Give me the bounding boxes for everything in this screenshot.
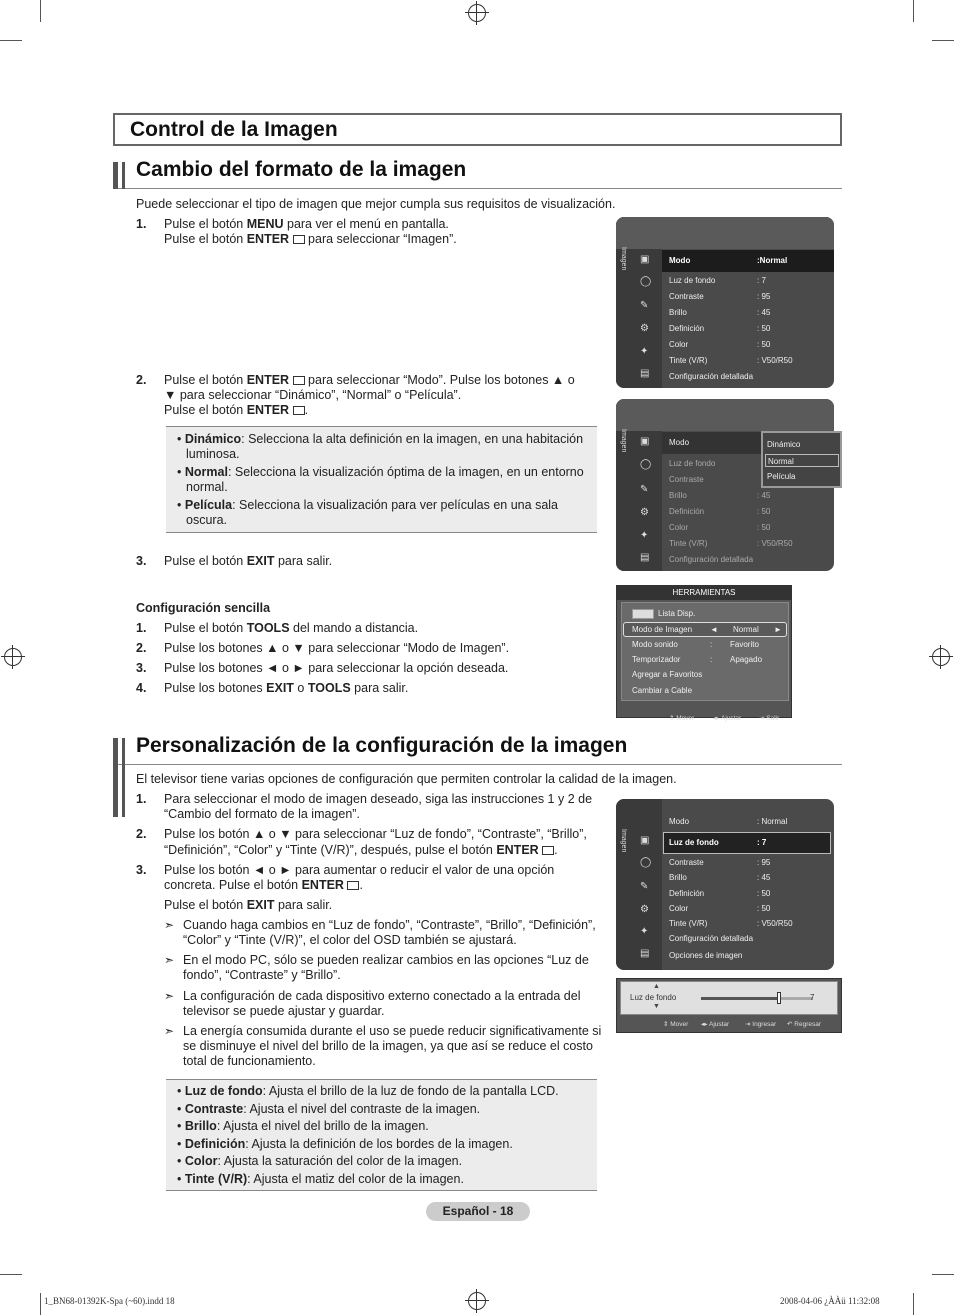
osd-side-label: Imagen xyxy=(620,429,627,453)
osd-row-label: Tinte (V/R) xyxy=(669,539,708,548)
step-text: ▼ para seleccionar “Dinámico”, “Normal” o “Película”. xyxy=(164,388,462,402)
osd-picture-settings xyxy=(616,799,834,970)
menu-icon: ⚙ xyxy=(640,904,649,915)
slider-label: Luz de fondo xyxy=(630,993,677,1002)
note-arrow-icon: ➣ xyxy=(164,989,175,1003)
step-text: Pulse los botón ▲ o ▼ para seleccionar “Luz de fondo”, “Contraste”, “Brillo”, xyxy=(164,827,587,841)
mode-popup xyxy=(761,431,842,488)
menu-icon: ✎ xyxy=(640,881,649,892)
note-text: Cuando haga cambios en “Luz de fondo”, “Contraste”, “Brillo”, “Definición”, “Color” y “Tinte (V/R)”, el color del OSD también se ajustará. xyxy=(183,918,596,947)
tools-item-value: Normal xyxy=(733,625,759,634)
popup-option[interactable]: Normal xyxy=(765,454,839,467)
menu-icon: ◯ xyxy=(640,276,652,287)
registration-mark-icon xyxy=(468,4,486,22)
osd-row-value: : 45 xyxy=(757,491,771,500)
slider-track[interactable] xyxy=(701,997,813,1000)
osd-row-label: Contraste xyxy=(669,858,704,867)
list-icon xyxy=(632,609,654,619)
osd-row-label: Configuración detallada xyxy=(669,934,754,943)
tools-item-label[interactable]: Temporizador xyxy=(632,655,681,664)
osd-row-value: : V50/R50 xyxy=(757,539,793,548)
osd-row-value: : 7 xyxy=(757,838,767,847)
menu-icon: ▣ xyxy=(640,835,650,846)
bullet-term: Tinte (V/R) xyxy=(184,1171,248,1186)
step-text: Pulse el botón TOOLS del mando a distancia. xyxy=(164,621,419,635)
osd-row-label: Brillo xyxy=(669,873,687,882)
chapter-title: Control de la Imagen xyxy=(130,118,338,141)
osd-row-value: : 95 xyxy=(757,858,771,867)
osd-row-value: : 50 xyxy=(757,904,771,913)
step-number: 3. xyxy=(136,661,147,675)
note-arrow-icon: ➣ xyxy=(164,1024,175,1038)
osd-row-label: Luz de fondo xyxy=(669,276,716,285)
menu-icon: ▤ xyxy=(640,368,650,379)
bullet-term: Contraste xyxy=(184,1101,244,1116)
step-number: 2. xyxy=(136,641,147,655)
menu-icon: ✦ xyxy=(640,346,649,357)
step-number: 2. xyxy=(136,373,147,387)
osd-row-label: Definición xyxy=(669,507,705,516)
page-number: Español - 18 xyxy=(426,1202,530,1221)
step-text: Pulse el botón ENTER . xyxy=(164,403,309,417)
intro-text: Puede seleccionar el tipo de imagen que mejor cumpla sus requisitos de visualización. xyxy=(136,197,616,211)
tools-arrow: : xyxy=(710,640,713,649)
tools-item-label[interactable]: Lista Disp. xyxy=(658,609,696,618)
bullet-item: • Tinte (V/R): Ajusta el matiz del color de la imagen. xyxy=(177,1171,464,1186)
osd-row-label: Definición xyxy=(669,324,705,333)
mode-info-box xyxy=(166,426,597,533)
menu-icon: ✎ xyxy=(640,300,649,311)
osd-row-value: : 45 xyxy=(757,873,771,882)
note-text: En el modo PC, sólo se pueden realizar cambios en las opciones “Luz de fondo”, “Contraste” y “Brillo”. xyxy=(183,953,589,982)
easy-setup-title: Configuración sencilla xyxy=(136,601,271,615)
step-text: Pulse los botones ◄ o ► para seleccionar la opción deseada. xyxy=(164,661,509,675)
step-text: Pulse el botón ENTER para seleccionar “Modo”. Pulse los botones ▲ o xyxy=(164,373,575,387)
step-text: Pulse los botones EXIT o TOOLS para salir. xyxy=(164,681,409,695)
tools-arrow: ◄ xyxy=(710,625,718,634)
enter-icon xyxy=(293,406,305,415)
osd-row-label: Configuración detallada xyxy=(669,372,754,381)
osd-row-label: Color xyxy=(669,523,689,532)
popup-option[interactable]: Película xyxy=(767,472,796,481)
popup-option[interactable]: Dinámico xyxy=(767,440,801,449)
enter-icon xyxy=(542,846,554,855)
bullet-item: • Contraste: Ajusta el nivel del contraste de la imagen. xyxy=(177,1101,481,1116)
tools-item-label[interactable]: Agregar a Favoritos xyxy=(632,670,703,679)
step-number: 4. xyxy=(136,681,147,695)
osd-row-label: Contraste xyxy=(669,475,704,484)
osd-row-label: Color xyxy=(669,340,689,349)
osd-row-label: Luz de fondo xyxy=(669,459,716,468)
bullet-text: : Ajusta el matiz del color de la imagen. xyxy=(247,1171,464,1186)
osd-row-label: Opciones de imagen xyxy=(669,951,743,960)
osd-row-label: Modo xyxy=(669,817,690,826)
osd-row-value: : Normal xyxy=(757,817,788,826)
intro-text: El televisor tiene varias opciones de configuración que permiten controlar la calidad de la imagen. xyxy=(136,772,677,786)
step-text: Pulse los botón ◄ o ► para aumentar o reducir el valor de una opción xyxy=(164,863,555,877)
settings-info-box xyxy=(166,1079,597,1191)
bullet-term: Brillo xyxy=(184,1119,217,1134)
section-title: Personalización de la configuración de la imagen xyxy=(136,734,628,757)
menu-icon: ▤ xyxy=(640,948,650,959)
enter-icon xyxy=(347,881,359,890)
step-number: 1. xyxy=(136,621,147,635)
osd-row-label: Tinte (V/R) xyxy=(669,919,708,928)
osd-row-value: : 50 xyxy=(757,340,771,349)
osd-row-label: Modo xyxy=(669,438,690,447)
bullet-term: Dinámico xyxy=(184,432,242,446)
bullet-text: : Selecciona la alta definición en la imagen, en una habitación luminosa. xyxy=(186,432,584,461)
osd-row-value: :Normal xyxy=(757,256,788,265)
osd-row-value: : 50 xyxy=(757,507,771,516)
bullet-text: : Selecciona la visualización para ver películas en una sala oscura. xyxy=(186,498,558,527)
osd-row-label: Brillo xyxy=(669,308,687,317)
bullet-item: • Brillo: Ajusta el nivel del brillo de la imagen. xyxy=(177,1119,429,1134)
menu-icon: ▣ xyxy=(640,436,650,447)
section-title-bar xyxy=(113,734,842,765)
step-text: Pulse los botones ▲ o ▼ para seleccionar “Modo de Imagen”. xyxy=(164,641,510,655)
menu-icon: ⚙ xyxy=(640,507,649,518)
note-text: La energía consumida durante el uso se puede reducir significativamente si se disminuye el nivel del brillo de la imagen, ya que así se reduce el costo total de funcionamiento. xyxy=(183,1024,602,1068)
menu-icon: ✦ xyxy=(640,530,649,541)
osd-row-label: Tinte (V/R) xyxy=(669,356,708,365)
osd-row-label: Color xyxy=(669,904,689,913)
slug-left: 1_BN68-01392K-Spa (~60).indd 18 xyxy=(44,1296,175,1306)
enter-icon xyxy=(293,376,305,385)
osd-row-value: : 95 xyxy=(757,292,771,301)
bullet-term: Luz de fondo xyxy=(184,1084,263,1098)
osd-row-label: Modo xyxy=(669,256,691,265)
step-text: “Cambio del formato de la imagen”. xyxy=(164,807,360,821)
step-number: 1. xyxy=(136,217,147,231)
step-text: concreta. Pulse el botón ENTER . xyxy=(164,878,363,892)
tools-item-value: Favorito xyxy=(730,640,759,649)
note-arrow-icon: ➣ xyxy=(164,953,175,967)
osd-side-label: Imagen xyxy=(620,829,627,853)
bullet-text: : Selecciona la visualización óptima de la imagen, en un entorno normal. xyxy=(186,465,584,494)
chapter-header xyxy=(113,113,842,146)
menu-icon: ⚙ xyxy=(640,323,649,334)
tools-arrow: : xyxy=(710,655,713,664)
osd-row-value: : 7 xyxy=(757,276,766,285)
osd-row-label: Luz de fondo xyxy=(669,838,719,847)
bullet-item: • Luz de fondo: Ajusta el brillo de la luz de fondo de la pantalla LCD. xyxy=(177,1084,559,1098)
menu-icon: ▤ xyxy=(640,552,650,563)
step-number: 2. xyxy=(136,827,147,841)
osd-row-value: : V50/R50 xyxy=(757,919,793,928)
slider-handle[interactable] xyxy=(777,992,781,1004)
tools-menu: HERRAMIENTAS Lista Disp. Modo de Imagen ◄ Normal ► Modo sonido : Favorito Temporizador : Apagado Agregar a Favoritos Cambiar a Cable ⇕ Mover ◂▸ Ajustar ⇥ Salir xyxy=(616,585,792,718)
menu-icon: ◯ xyxy=(640,459,652,470)
menu-icon: ▣ xyxy=(640,254,650,265)
step-text: Pulse el botón EXIT para salir. xyxy=(164,898,333,912)
osd-row-value: : V50/R50 xyxy=(757,356,793,365)
bullet-term: Película xyxy=(184,498,233,512)
step-text: Pulse el botón ENTER para seleccionar “Imagen”. xyxy=(164,232,457,246)
step-text: “Definición”, “Color” y “Tinte (V/R)”, después, pulse el botón ENTER . xyxy=(164,843,558,857)
bullet-item: • Dinámico: Selecciona la alta definición en la imagen, en una habitación luminosa. xyxy=(177,432,584,461)
osd-side-label: Imagen xyxy=(620,247,627,271)
bullet-item: • Normal: Selecciona la visualización óptima de la imagen, en un entorno normal. xyxy=(177,465,584,494)
bullet-text: : Ajusta el nivel del contraste de la imagen. xyxy=(243,1101,481,1116)
section-title: Cambio del formato de la imagen xyxy=(136,158,467,181)
osd-row-label: Configuración detallada xyxy=(669,555,754,564)
bullet-term: Definición xyxy=(184,1136,246,1151)
step-text: Para seleccionar el modo de imagen deseado, siga las instrucciones 1 y 2 de xyxy=(164,792,593,806)
slider-value: 7 xyxy=(810,993,815,1002)
tools-item-label[interactable]: Modo sonido xyxy=(632,640,678,649)
note-arrow-icon: ➣ xyxy=(164,918,175,932)
bullet-text: : Ajusta el nivel del brillo de la imagen. xyxy=(216,1119,429,1134)
bullet-item: • Película: Selecciona la visualización para ver películas en una sala oscura. xyxy=(177,498,558,527)
enter-icon xyxy=(293,235,305,244)
section-title-bar xyxy=(113,158,842,189)
bullet-item: • Color: Ajusta la saturación del color de la imagen. xyxy=(177,1154,463,1169)
backlight-slider-panel: ▲ ▼ Luz de fondo 7 ⇕ Mover ◂▸ Ajustar ⇥ Ingresar ↶ Regresar xyxy=(616,978,842,1033)
tools-item-value: Apagado xyxy=(730,655,763,664)
menu-icon: ✦ xyxy=(640,926,649,937)
osd-row-value: : 50 xyxy=(757,523,771,532)
bullet-term: Normal xyxy=(184,465,228,479)
bullet-text: : Ajusta la definición de los bordes de la imagen. xyxy=(245,1136,513,1151)
step-text: Pulse el botón MENU para ver el menú en pantalla. xyxy=(164,217,449,231)
step-number: 3. xyxy=(136,863,147,877)
note-text: La configuración de cada dispositivo externo conectado a la entrada del televisor se puede ajustar y guardar. xyxy=(183,989,581,1018)
osd-row-label: Contraste xyxy=(669,292,704,301)
bullet-text: : Ajusta el brillo de la luz de fondo de la pantalla LCD. xyxy=(262,1084,559,1098)
menu-icon: ✎ xyxy=(640,484,649,495)
osd-row-label: Definición xyxy=(669,889,705,898)
osd-picture-menu xyxy=(616,217,834,388)
bullet-term: Color xyxy=(184,1154,218,1169)
step-number: 1. xyxy=(136,792,147,806)
registration-mark-icon xyxy=(932,648,950,666)
tools-item-label[interactable]: Modo de Imagen xyxy=(632,625,693,634)
tools-header: HERRAMIENTAS xyxy=(617,586,791,600)
bullet-item: • Definición: Ajusta la definición de los bordes de la imagen. xyxy=(177,1136,513,1151)
osd-row-value: : 50 xyxy=(757,889,771,898)
tools-item-label[interactable]: Cambiar a Cable xyxy=(632,686,693,695)
osd-row-value: : 50 xyxy=(757,324,771,333)
registration-mark-icon xyxy=(468,1292,486,1310)
slug-right: 2008-04-06 ¿ÀÀü 11:32:08 xyxy=(780,1296,880,1306)
menu-icon: ◯ xyxy=(640,857,652,868)
osd-row-value: : 45 xyxy=(757,308,771,317)
registration-mark-icon xyxy=(4,648,22,666)
step-number: 3. xyxy=(136,554,147,568)
tools-arrow: ► xyxy=(774,625,782,634)
step-text: Pulse el botón EXIT para salir. xyxy=(164,554,333,568)
osd-row-label: Brillo xyxy=(669,491,687,500)
bullet-text: : Ajusta la saturación del color de la imagen. xyxy=(217,1154,463,1169)
